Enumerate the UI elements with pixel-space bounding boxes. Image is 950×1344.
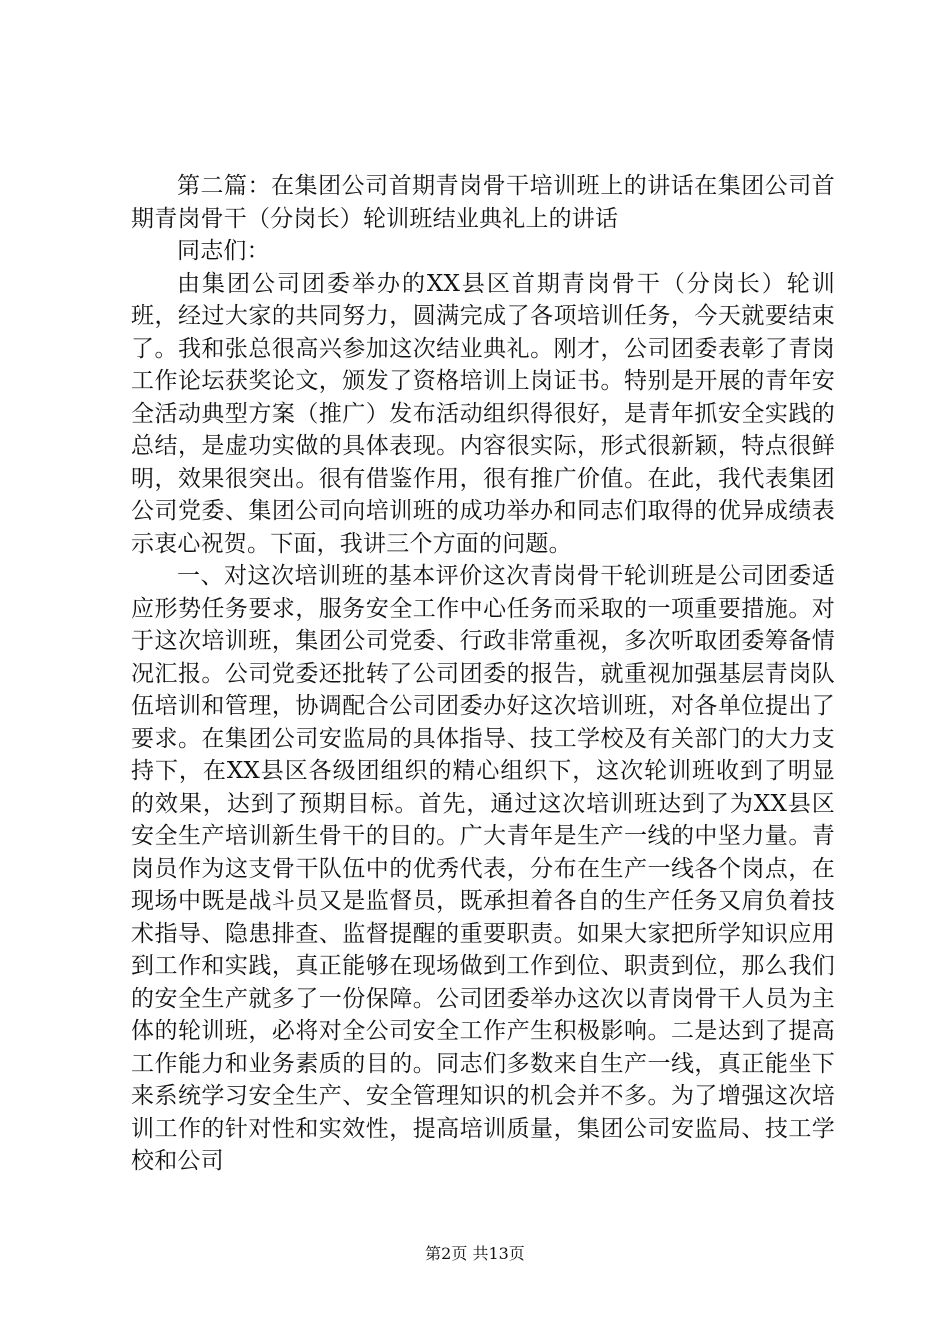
salutation-paragraph: 同志们：: [177, 238, 270, 264]
body-paragraph-intro: 由集团公司团委举办的XX县区首期青岗骨干（分岗长）轮训班，经过大家的共同努力，圆满完成了各项培训任务，今天就要结束了。我和张总很高兴参加这次结业典礼。刚才，公司团委表彰了青岗工作论坛获奖论文，颁发了资格培训上岗证书。特别是开展的青年安全活动典型方案（推广）发布活动组织得很好，是青年抓安全实践的总结，是虚功实做的具体表现。内容很实际，形式很新颖，特点很鲜明，效果很突出。很有借鉴作用，很有推广价值。在此，我代表集团公司党委、集团公司向培训班的成功举办和同志们取得的优异成绩表示衷心祝贺。下面，我讲三个方面的问题。: [131, 270, 835, 557]
document-body: [131, 170, 835, 1178]
body-paragraph-evaluation: 一、对这次培训班的基本评价这次青岗骨干轮训班是公司团委适应形势任务要求，服务安全工作中心任务而采取的一项重要措施。对于这次培训班，集团公司党委、行政非常重视，多次听取团委筹备情况汇报。公司党委还批转了公司团委的报告，就重视加强基层青岗队伍培训和管理，协调配合公司团委办好这次培训班，对各单位提出了要求。在集团公司安监局的具体指导、技工学校及有关部门的大力支持下，在XX县区各级团组织的精心组织下，这次轮训班收到了明显的效果，达到了预期目标。首先，通过这次培训班达到了为XX县区安全生产培训新生骨干的目的。广大青年是生产一线的中坚力量。青岗员作为这支骨干队伍中的优秀代表，分布在生产一线各个岗点，在现场中既是战斗员又是监督员，既承担着各自的生产任务又肩负着技术指导、隐患排查、监督提醒的重要职责。如果大家把所学知识应用到工作和实践，真正能够在现场做到工作到位、职责到位，那么我们的安全生产就多了一份保障。公司团委举办这次以青岗骨干人员为主体的轮训班，必将对全公司安全工作产生积极影响。二是达到了提高工作能力和业务素质的目的。同志们多数来自生产一线，真正能坐下来系统学习安全生产、安全管理知识的机会并不多。为了增强这次培训工作的针对性和实效性，提高培训质量，集团公司安监局、技工学校和公司: [131, 563, 835, 1174]
document-title-paragraph: 第二篇：在集团公司首期青岗骨干培训班上的讲话在集团公司首期青岗骨干（分岗长）轮训班结业典礼上的讲话: [131, 173, 835, 232]
page-number-footer: 第2页 共13页: [425, 1244, 525, 1263]
